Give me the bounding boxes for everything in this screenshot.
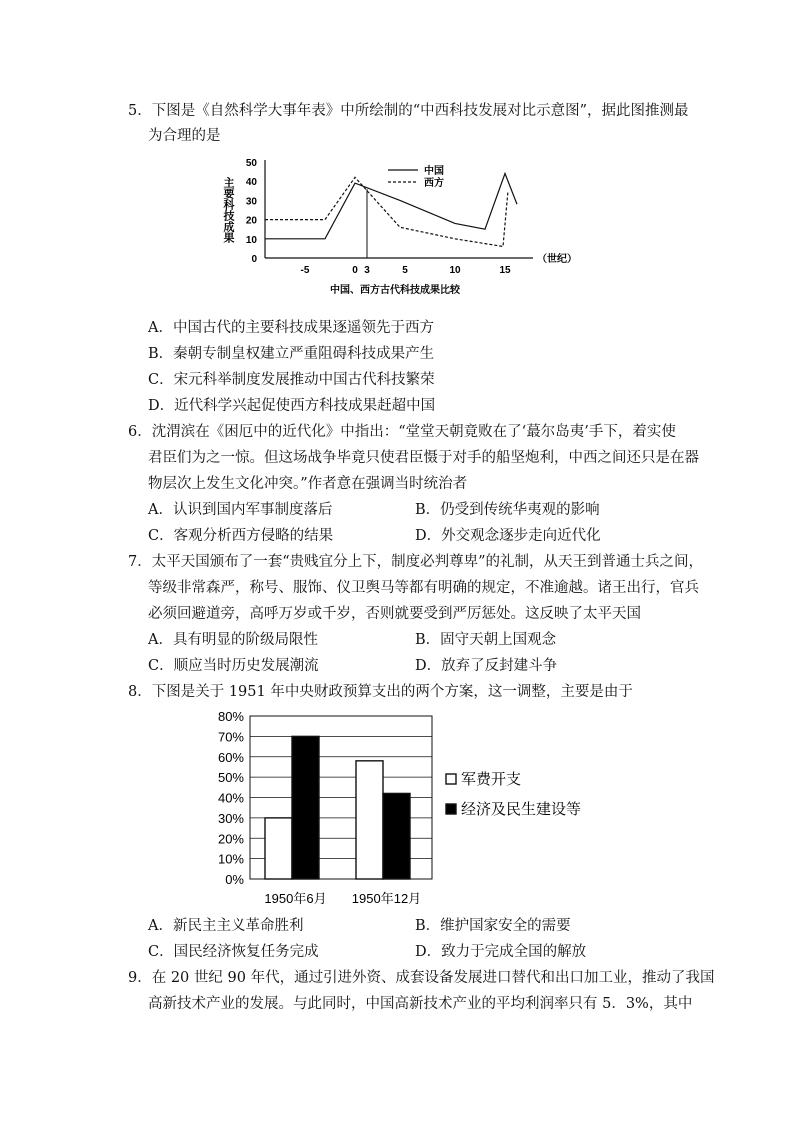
c1-series-china <box>265 174 517 239</box>
c2-ytick-label: 80% <box>217 709 244 724</box>
c2-bar <box>292 736 319 879</box>
question-6-line-3: 物层次上发生文化冲突。”作者意在强调当时统治者 <box>148 476 468 492</box>
question-9-line-1: 9．在 20 世纪 90 年代，通过引进外资、成套设备发展进口替代和出口加工业，推动了我国 <box>128 970 715 986</box>
question-7-option-c[interactable]: C．顺应当时历史发展潮流 <box>148 658 319 674</box>
question-8-option-b[interactable]: B．维护国家安全的需要 <box>415 918 571 934</box>
question-5-option-a[interactable]: A．中国古代的主要科技成果逐遥领先于西方 <box>148 320 434 336</box>
c1-ylabel: 主要科技成果 <box>222 177 234 243</box>
c2-bar <box>383 793 410 879</box>
c1-xtick-label: 3 <box>364 265 370 276</box>
question-7-option-a[interactable]: A．具有明显的阶级局限性 <box>148 632 318 648</box>
question-6-option-b[interactable]: B．仍受到传统华夷观的影响 <box>415 502 600 518</box>
c1-xtick-label: 10 <box>449 265 461 276</box>
c1-ytick-label: 20 <box>245 215 257 227</box>
question-8-option-c[interactable]: C．国民经济恢复任务完成 <box>148 944 319 960</box>
question-8-option-d[interactable]: D．致力于完成全国的解放 <box>415 944 587 960</box>
c1-xtick-label: 0 <box>352 265 358 276</box>
question-8-line-1: 8．下图是关于 1951 年中央财政预算支出的两个方案，这一调整，主要是由于 <box>128 684 633 700</box>
question-5-line-2: 为合理的是 <box>148 128 221 144</box>
question-6-line-1: 6．沈渭滨在《困厄中的近代化》中指出：“堂堂天朝竟败在了‘蕞尔岛夷’手下，着实使 <box>128 424 676 440</box>
c2-legend-swatch <box>446 804 456 814</box>
c2-ytick-label: 0% <box>225 872 244 887</box>
c2-bar <box>265 818 292 879</box>
question-7-line-2: 等级非常森严，称号、服饰、仪卫舆马等都有明确的规定，不准逾越。诸王出行，官兵 <box>148 580 699 596</box>
c1-xtick-label: 5 <box>402 265 408 276</box>
question-5-option-c[interactable]: C．宋元科举制度发展推动中国古代科技繁荣 <box>148 372 435 388</box>
c1-ytick-label: 30 <box>245 196 257 208</box>
question-7-option-d[interactable]: D．放弃了反封建斗争 <box>415 658 558 674</box>
question-6-option-a[interactable]: A．认识到国内军事制度落后 <box>148 502 333 518</box>
question-8-option-a[interactable]: A．新民主主义革命胜利 <box>148 918 304 934</box>
c2-ytick-label: 30% <box>217 810 244 826</box>
question-6-option-c[interactable]: C．客观分析西方侵略的结果 <box>148 528 334 544</box>
c1-ytick-label: 0 <box>251 254 257 265</box>
question-5-line-1: 5．下图是《自然科学大事年表》中所绘制的“中西科技发展对比示意图”，据此图推测最 <box>128 103 689 119</box>
c1-xtick-label: -5 <box>300 265 310 276</box>
c2-ytick-label: 20% <box>217 831 244 847</box>
c1-ytick-label: 10 <box>245 234 257 246</box>
c1-ytick-label: 40 <box>245 177 257 189</box>
question-7-line-3: 必须回避道旁，高呼万岁或千岁，否则就要受到严厉惩处。这反映了太平天国 <box>148 606 641 622</box>
c2-ytick-label: 70% <box>217 729 244 745</box>
c2-category-label: 1950年6月 <box>264 891 327 906</box>
c2-legend-label: 军费开支 <box>461 771 522 788</box>
c2-ytick-label: 50% <box>217 770 244 786</box>
c2-bar <box>356 761 383 879</box>
c1-xlabel: （世纪） <box>537 254 577 265</box>
question-6-option-d[interactable]: D．外交观念逐步走向近代化 <box>415 528 601 544</box>
question-9-line-2: 高新技术产业的发展。与此同时，中国高新技术产业的平均利润率只有 5．3%，其中 <box>148 996 693 1012</box>
c1-xtick-label: 15 <box>499 265 511 276</box>
c2-category-label: 1950年12月 <box>351 891 422 906</box>
c1-series-west <box>265 177 508 246</box>
c1-legend-label: 西方 <box>424 178 444 189</box>
c1-ytick-label: 50 <box>245 158 257 169</box>
c2-legend-label: 经济及民生建设等 <box>461 801 582 818</box>
question-5-option-d[interactable]: D．近代科学兴起促使西方科技成果赶超中国 <box>148 398 436 414</box>
question-7-option-b[interactable]: B．固守天朝上国观念 <box>415 632 557 648</box>
question-5-option-b[interactable]: B．秦朝专制皇权建立严重阻碍科技成果产生 <box>148 346 435 362</box>
c2-ytick-label: 40% <box>217 790 244 806</box>
c1-legend-label: 中国 <box>424 166 444 177</box>
question-7-line-1: 7．太平天国颁布了一套“贵贱宜分上下，制度必判尊卑”的礼制，从天王到普通士兵之间， <box>128 554 704 570</box>
question-6-line-2: 君臣们为之一惊。但这场战争毕竟只使君臣慑于对手的船坚炮利，中西之间还只是在器 <box>148 450 699 466</box>
c1-title: 中国、西方古代科技成果比较 <box>330 285 460 296</box>
c2-ytick-label: 60% <box>217 749 244 765</box>
science-comparison-chart <box>220 150 580 300</box>
c2-ytick-label: 10% <box>217 851 244 867</box>
budget-bar-chart <box>200 702 620 912</box>
c2-legend-swatch <box>446 774 456 784</box>
